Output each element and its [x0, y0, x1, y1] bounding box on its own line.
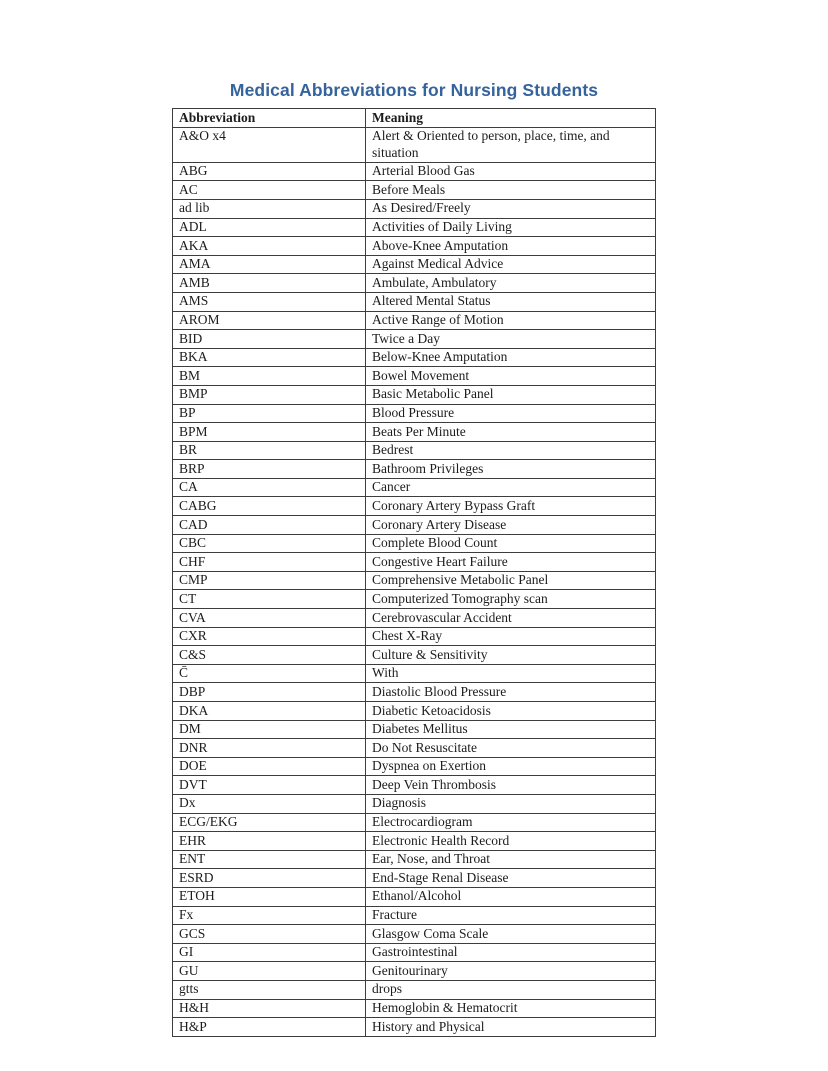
abbreviation-cell: BMP	[173, 385, 366, 404]
meaning-cell: Diabetic Ketoacidosis	[366, 702, 656, 721]
table-row	[173, 757, 656, 776]
abbreviation-cell: DKA	[173, 702, 366, 721]
meaning-cell: Bathroom Privileges	[366, 460, 656, 479]
abbreviation-cell: C̄	[173, 664, 366, 683]
abbreviation-cell: AKA	[173, 237, 366, 256]
abbreviation-cell: Fx	[173, 906, 366, 925]
table-row	[173, 497, 656, 516]
table-row	[173, 237, 656, 256]
abbreviation-cell: AC	[173, 181, 366, 200]
table-row	[173, 162, 656, 181]
meaning-cell: Against Medical Advice	[366, 255, 656, 274]
meaning-cell: Bedrest	[366, 441, 656, 460]
meaning-cell: Culture & Sensitivity	[366, 646, 656, 665]
meaning-cell: Fracture	[366, 906, 656, 925]
table-row	[173, 181, 656, 200]
meaning-cell: Complete Blood Count	[366, 534, 656, 553]
table-row	[173, 906, 656, 925]
abbreviation-cell: CMP	[173, 571, 366, 590]
table-row	[173, 887, 656, 906]
abbreviation-cell: EHR	[173, 832, 366, 851]
abbreviation-cell: BPM	[173, 423, 366, 442]
abbreviation-cell: Dx	[173, 794, 366, 813]
meaning-cell: Before Meals	[366, 181, 656, 200]
meaning-cell: Ambulate, Ambulatory	[366, 274, 656, 293]
table-row	[173, 311, 656, 330]
table-row	[173, 478, 656, 497]
abbreviation-cell: AROM	[173, 311, 366, 330]
table-row	[173, 980, 656, 999]
meaning-cell: History and Physical	[366, 1018, 656, 1037]
abbreviation-cell: CAD	[173, 516, 366, 535]
abbreviation-cell: ESRD	[173, 869, 366, 888]
meaning-cell: Diagnosis	[366, 794, 656, 813]
abbreviation-cell: DOE	[173, 757, 366, 776]
table-row	[173, 609, 656, 628]
abbreviation-cell: ADL	[173, 218, 366, 237]
table-row	[173, 441, 656, 460]
header-row	[173, 109, 656, 128]
table-row	[173, 702, 656, 721]
abbreviation-cell: A&O x4	[173, 127, 366, 162]
table-row	[173, 962, 656, 981]
abbreviation-cell: ECG/EKG	[173, 813, 366, 832]
meaning-cell: Chest X-Ray	[366, 627, 656, 646]
abbreviation-cell: CA	[173, 478, 366, 497]
table-body	[173, 127, 656, 1036]
meaning-cell: Genitourinary	[366, 962, 656, 981]
abbreviation-cell: C&S	[173, 646, 366, 665]
meaning-cell: Ear, Nose, and Throat	[366, 850, 656, 869]
meaning-cell: Cancer	[366, 478, 656, 497]
meaning-cell: Deep Vein Thrombosis	[366, 776, 656, 795]
meaning-cell: Alert & Oriented to person, place, time, and situation	[366, 127, 656, 162]
abbreviation-cell: gtts	[173, 980, 366, 999]
meaning-cell: Active Range of Motion	[366, 311, 656, 330]
table-row	[173, 274, 656, 293]
table-row	[173, 720, 656, 739]
table-row	[173, 627, 656, 646]
meaning-cell: Do Not Resuscitate	[366, 739, 656, 758]
table-row	[173, 794, 656, 813]
meaning-cell: Coronary Artery Disease	[366, 516, 656, 535]
meaning-cell: Diabetes Mellitus	[366, 720, 656, 739]
table-row	[173, 869, 656, 888]
table-row	[173, 813, 656, 832]
table-row	[173, 404, 656, 423]
table-row	[173, 739, 656, 758]
abbreviation-cell: ad lib	[173, 199, 366, 218]
meaning-cell: Activities of Daily Living	[366, 218, 656, 237]
table-row	[173, 367, 656, 386]
table-row	[173, 460, 656, 479]
meaning-cell: Electrocardiogram	[366, 813, 656, 832]
abbreviation-cell: ETOH	[173, 887, 366, 906]
abbreviation-cell: AMS	[173, 292, 366, 311]
table-row	[173, 516, 656, 535]
meaning-cell: Below-Knee Amputation	[366, 348, 656, 367]
abbreviation-cell: DNR	[173, 739, 366, 758]
table-row	[173, 292, 656, 311]
abbreviation-cell: ENT	[173, 850, 366, 869]
abbreviation-cell: BM	[173, 367, 366, 386]
abbreviation-cell: H&P	[173, 1018, 366, 1037]
table-row	[173, 199, 656, 218]
meaning-cell: Beats Per Minute	[366, 423, 656, 442]
meaning-cell: Cerebrovascular Accident	[366, 609, 656, 628]
meaning-cell: Diastolic Blood Pressure	[366, 683, 656, 702]
abbreviation-cell: GU	[173, 962, 366, 981]
table-row	[173, 534, 656, 553]
meaning-cell: Arterial Blood Gas	[366, 162, 656, 181]
table-row	[173, 683, 656, 702]
abbreviation-cell: CBC	[173, 534, 366, 553]
table-row	[173, 255, 656, 274]
meaning-cell: End-Stage Renal Disease	[366, 869, 656, 888]
abbreviations-table	[172, 108, 656, 1037]
abbreviation-cell: H&H	[173, 999, 366, 1018]
table-row	[173, 571, 656, 590]
meaning-cell: Blood Pressure	[366, 404, 656, 423]
table-header	[173, 109, 656, 128]
abbreviation-cell: DM	[173, 720, 366, 739]
abbreviation-cell: BID	[173, 330, 366, 349]
meaning-cell: Computerized Tomography scan	[366, 590, 656, 609]
abbreviation-column-header: Abbreviation	[173, 109, 366, 128]
abbreviation-cell: CT	[173, 590, 366, 609]
abbreviation-cell: GI	[173, 943, 366, 962]
meaning-cell: Basic Metabolic Panel	[366, 385, 656, 404]
abbreviation-cell: AMA	[173, 255, 366, 274]
meaning-cell: Bowel Movement	[366, 367, 656, 386]
table-row	[173, 664, 656, 683]
meaning-cell: Altered Mental Status	[366, 292, 656, 311]
table-row	[173, 423, 656, 442]
meaning-cell: With	[366, 664, 656, 683]
meaning-cell: Ethanol/Alcohol	[366, 887, 656, 906]
table-row	[173, 1018, 656, 1037]
table-row	[173, 553, 656, 572]
meaning-cell: Above-Knee Amputation	[366, 237, 656, 256]
abbreviation-cell: CVA	[173, 609, 366, 628]
abbreviation-cell: DBP	[173, 683, 366, 702]
abbreviation-cell: ABG	[173, 162, 366, 181]
meaning-cell: Dyspnea on Exertion	[366, 757, 656, 776]
meaning-cell: Twice a Day	[366, 330, 656, 349]
abbreviation-cell: BR	[173, 441, 366, 460]
abbreviation-cell: BKA	[173, 348, 366, 367]
table-row	[173, 850, 656, 869]
page-title: Medical Abbreviations for Nursing Students	[229, 80, 599, 100]
table-row	[173, 590, 656, 609]
meaning-cell: Electronic Health Record	[366, 832, 656, 851]
table-row	[173, 385, 656, 404]
abbreviation-cell: GCS	[173, 925, 366, 944]
meaning-cell: As Desired/Freely	[366, 199, 656, 218]
table-row	[173, 776, 656, 795]
meaning-cell: Coronary Artery Bypass Graft	[366, 497, 656, 516]
table-row	[173, 330, 656, 349]
abbreviation-cell: BP	[173, 404, 366, 423]
abbreviation-cell: CABG	[173, 497, 366, 516]
table-row	[173, 348, 656, 367]
abbreviation-cell: DVT	[173, 776, 366, 795]
meaning-cell: Glasgow Coma Scale	[366, 925, 656, 944]
meaning-column-header: Meaning	[366, 109, 656, 128]
table-row	[173, 646, 656, 665]
table-row	[173, 925, 656, 944]
abbreviation-cell: CXR	[173, 627, 366, 646]
abbreviation-cell: BRP	[173, 460, 366, 479]
meaning-cell: Gastrointestinal	[366, 943, 656, 962]
meaning-cell: Hemoglobin & Hematocrit	[366, 999, 656, 1018]
table-row	[173, 127, 656, 162]
meaning-cell: Comprehensive Metabolic Panel	[366, 571, 656, 590]
table-row	[173, 999, 656, 1018]
meaning-cell: Congestive Heart Failure	[366, 553, 656, 572]
table-row	[173, 218, 656, 237]
table-row	[173, 943, 656, 962]
abbreviation-cell: AMB	[173, 274, 366, 293]
table-row	[173, 832, 656, 851]
meaning-cell: drops	[366, 980, 656, 999]
abbreviation-cell: CHF	[173, 553, 366, 572]
